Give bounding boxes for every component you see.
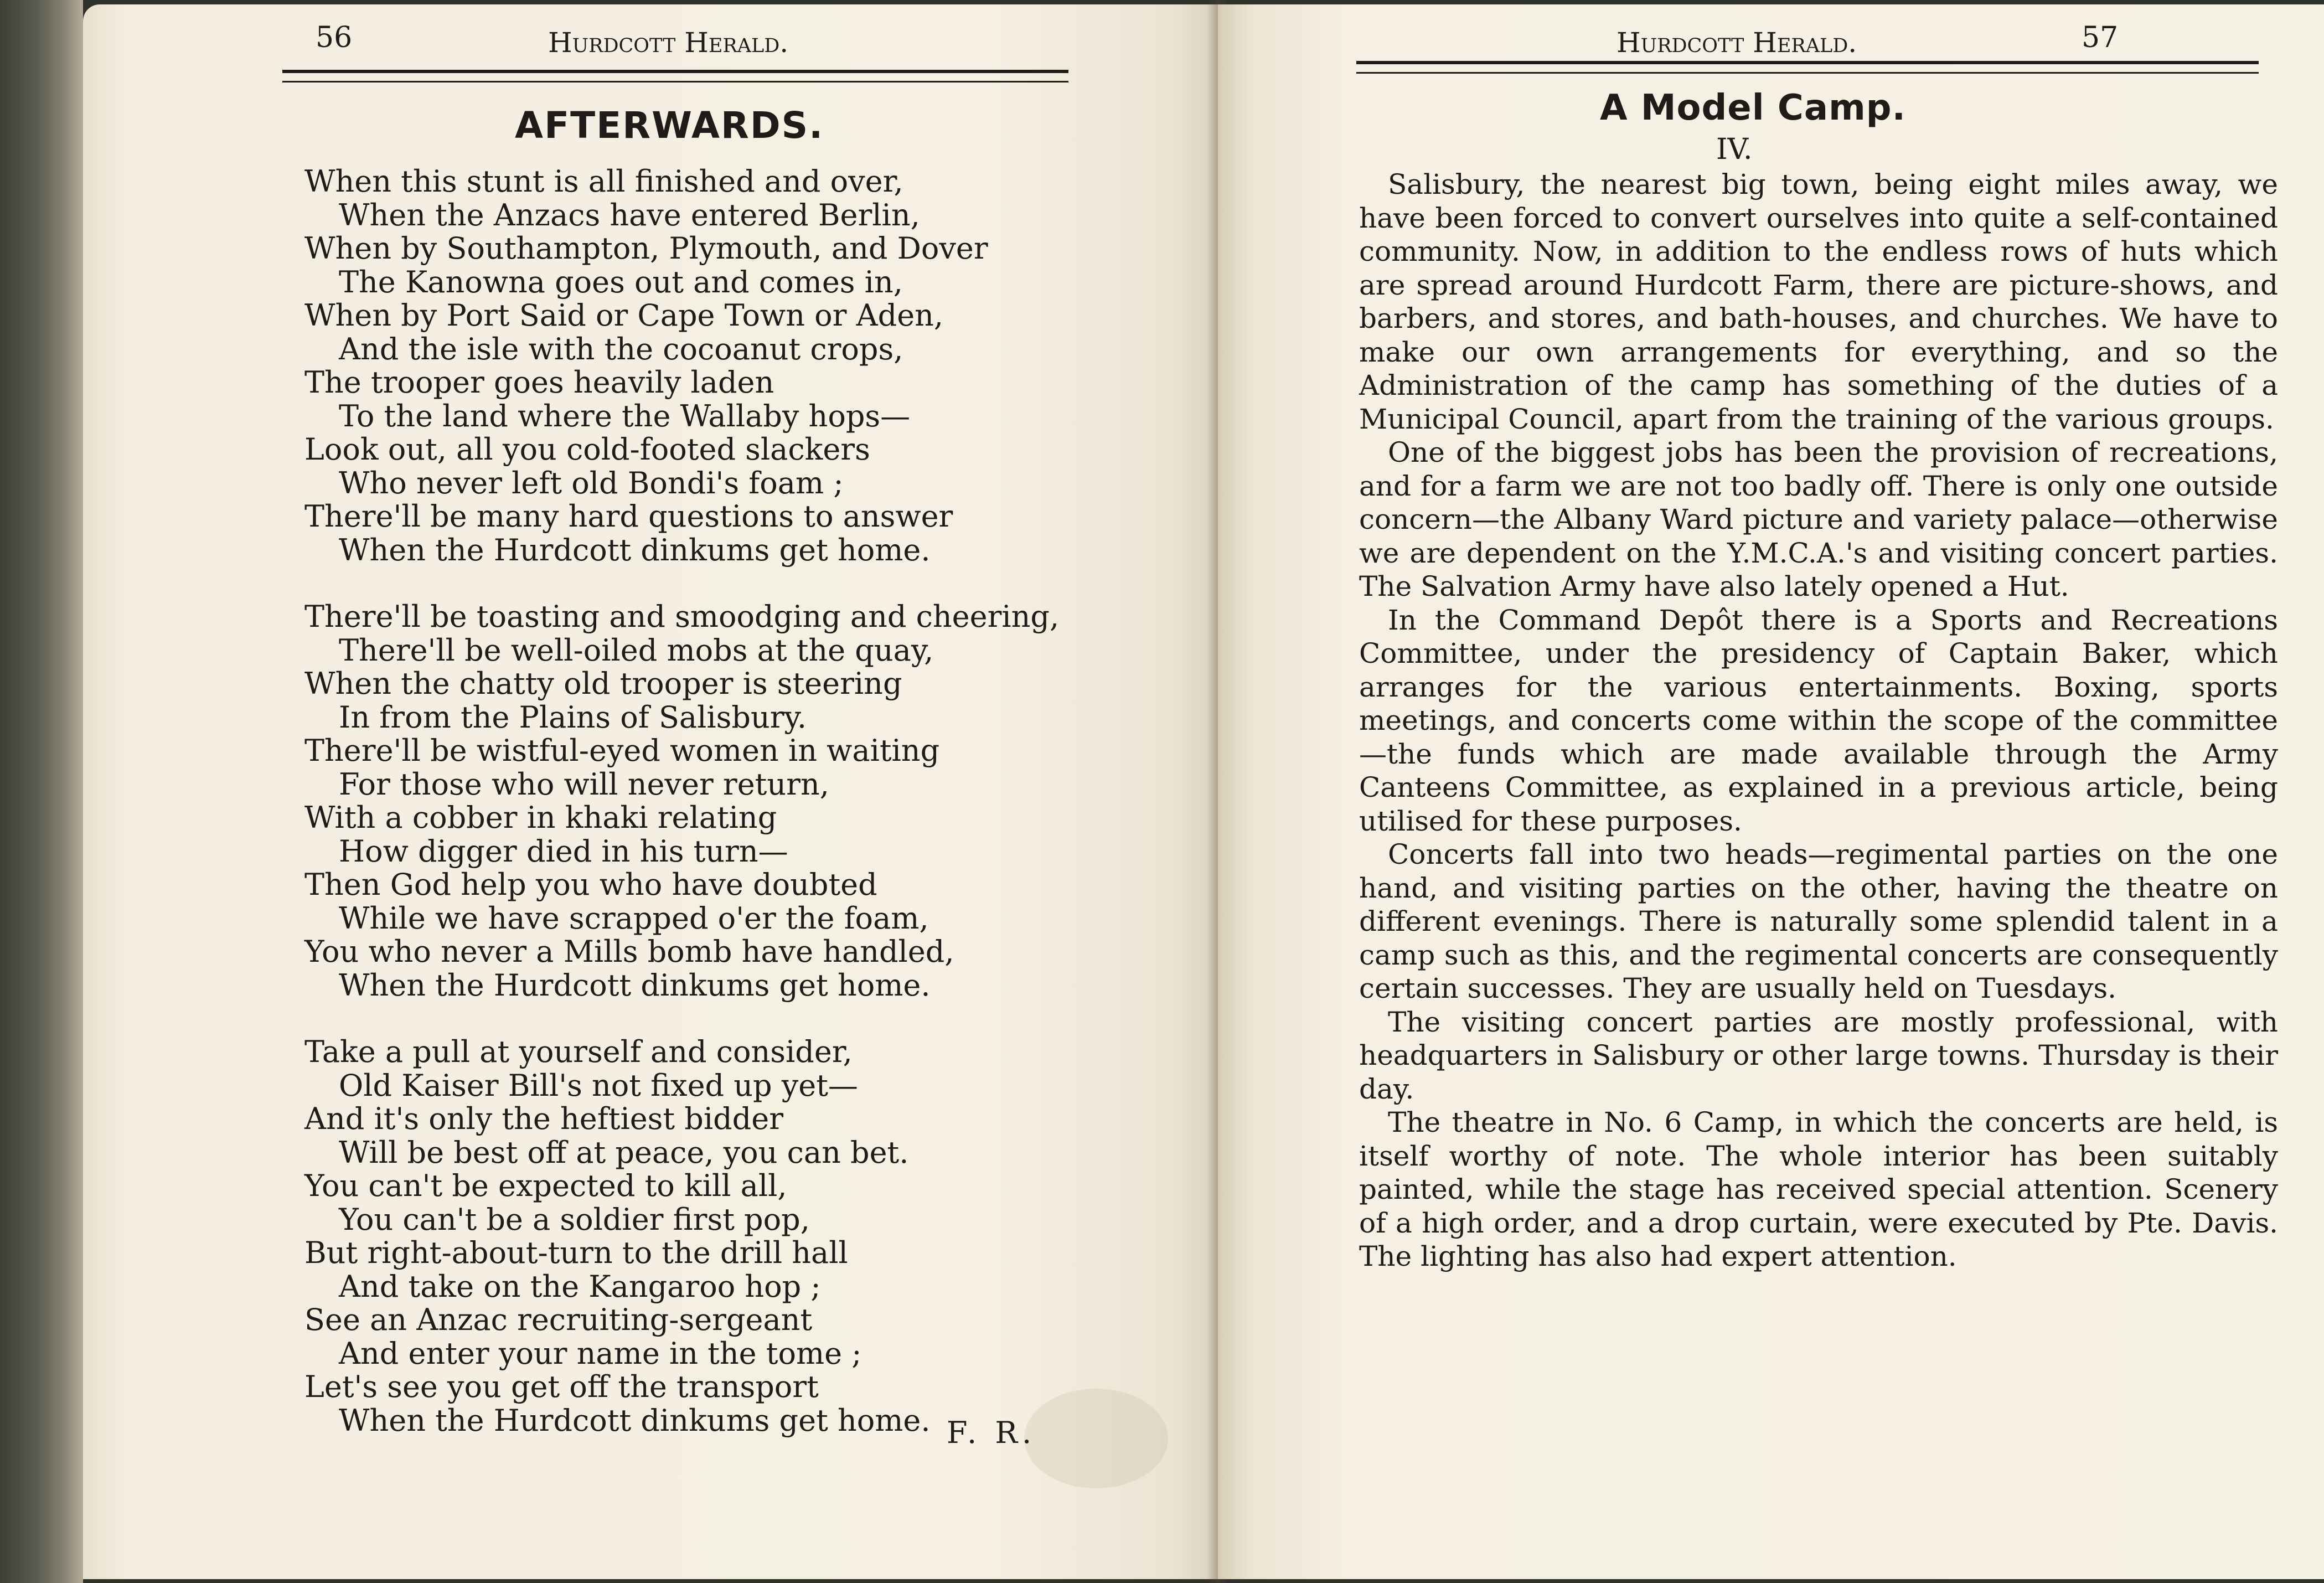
article-paragraph: The visiting concert parties are mostly professional, with headquarters in Salisbury or other large towns. Thursday is their day. xyxy=(1359,1006,2278,1105)
left-page xyxy=(83,4,1218,1579)
poem-line: With a cobber in khaki relating xyxy=(304,800,777,835)
article-paragraph: In the Command Depôt there is a Sports and Recreations Committee, under the presidency of Captain Baker, which arranges for the various entertainments. Boxing, sports meetings, and concerts come within the scope of the committee—the funds which are made available through the Army Canteens Committee, as explained in a previous article, being utilised for these purposes. xyxy=(1359,604,2278,837)
poem-line: But right-about-turn to the drill hall xyxy=(304,1235,848,1270)
poem-title: AFTERWARDS. xyxy=(515,104,824,147)
poem-line: There'll be well-oiled mobs at the quay, xyxy=(339,632,934,668)
article-paragraph: Concerts fall into two heads—regimental parties on the one hand, and visiting parties on the other, having the theatre on different evenings. There is naturally some splendid talent in a camp such as this, and the regimental concerts are consequently certain successes. They are usually held on Tuesdays. xyxy=(1359,838,2278,1004)
poem-line: When by Southampton, Plymouth, and Dover xyxy=(304,231,988,266)
poem-line: The Kanowna goes out and comes in, xyxy=(339,264,903,300)
article-title: A Model Camp. xyxy=(1600,87,1906,128)
poem-line: Old Kaiser Bill's not fixed up yet— xyxy=(339,1068,858,1103)
poem-line: Then God help you who have doubted xyxy=(304,867,877,902)
poem-line: Let's see you get off the transport xyxy=(304,1369,819,1404)
poem-line: Will be best off at peace, you can bet. xyxy=(339,1135,909,1170)
running-title-right: Hurdcott Herald. xyxy=(1617,27,1857,59)
stanza-gap xyxy=(304,567,1190,600)
poem-line: And take on the Kangaroo hop ; xyxy=(339,1269,821,1304)
poem-line: When the chatty old trooper is steering xyxy=(304,666,902,701)
article-paragraph: Salisbury, the nearest big town, being eight miles away, we have been forced to convert ourselves into quite a self-contained community. Now, in addition to the endless rows of huts which are spread around Hurdcott Farm, there are picture-shows, and barbers, and stores, and bath-houses, and churches. We have to make our own arrangements for everything, and so the Administration of the camp has something of the duties of a Municipal Council, apart from the training of the various groups. xyxy=(1359,168,2278,435)
article-paragraph: One of the biggest jobs has been the provision of recreations, and for a farm we are not too badly off. There is only one outside concern—the Albany Ward picture and variety palace—otherwise we are dependent on the Y.M.C.A.'s and visiting concert parties. The Salvation Army have also lately opened a Hut. xyxy=(1359,436,2278,602)
poem-line: When the Hurdcott dinkums get home. xyxy=(339,967,931,1003)
poem-line: For those who will never return, xyxy=(339,766,829,802)
page-number-left: 56 xyxy=(316,21,353,54)
poem-line: Who never left old Bondi's foam ; xyxy=(339,465,844,501)
stanza-gap xyxy=(304,1002,1190,1035)
poem-line: You can't be expected to kill all, xyxy=(304,1168,787,1203)
poem-line: And enter your name in the tome ; xyxy=(339,1336,862,1371)
poem-line: And it's only the heftiest bidder xyxy=(304,1101,784,1136)
running-title-left: Hurdcott Herald. xyxy=(548,27,789,59)
article-body xyxy=(1359,168,2278,1273)
poem-line: In from the Plains of Salisbury. xyxy=(339,699,807,735)
poem-line: When by Port Said or Cape Town or Aden, xyxy=(304,298,944,333)
poem-line: You can't be a soldier first pop, xyxy=(339,1202,810,1237)
poem-line: See an Anzac recruiting-sergeant xyxy=(304,1302,813,1337)
article-part-number: IV. xyxy=(1716,133,1753,166)
poem-line: You who never a Mills bomb have handled, xyxy=(304,934,954,969)
poem-line: The trooper goes heavily laden xyxy=(304,365,774,400)
right-page xyxy=(1218,4,2324,1579)
header-rule-right xyxy=(1356,61,2259,74)
poem-line: While we have scrapped o'er the foam, xyxy=(339,900,929,936)
poem-signature: F. R. xyxy=(947,1415,1036,1450)
poem-body xyxy=(304,165,1190,1437)
page-number-right: 57 xyxy=(2082,21,2119,54)
poem-line: Take a pull at yourself and consider, xyxy=(304,1034,853,1069)
poem-line: There'll be many hard questions to answer xyxy=(304,499,953,534)
book-cover-edge xyxy=(0,0,83,1583)
poem-line: How digger died in his turn— xyxy=(339,833,788,869)
poem-line: And the isle with the cocoanut crops, xyxy=(339,331,903,367)
poem-line: When the Hurdcott dinkums get home. xyxy=(339,532,931,568)
poem-line: To the land where the Wallaby hops— xyxy=(339,398,911,434)
poem-line: Look out, all you cold-footed slackers xyxy=(304,432,870,467)
poem-line: When the Hurdcott dinkums get home. xyxy=(339,1402,931,1438)
poem-line: When the Anzacs have entered Berlin, xyxy=(339,197,920,233)
header-rule-left xyxy=(282,70,1068,82)
poem-line: There'll be toasting and smoodging and cheering, xyxy=(304,599,1060,634)
poem-line: There'll be wistful-eyed women in waiting xyxy=(304,733,940,768)
poem-line: When this stunt is all finished and over, xyxy=(304,164,903,199)
article-paragraph: The theatre in No. 6 Camp, in which the concerts are held, is itself worthy of note. The whole interior has been suitably painted, while the stage has received special attention. Scenery of a high order, and a drop curtain, were executed by Pte. Davis. The lighting has also had expert attention. xyxy=(1359,1106,2278,1272)
